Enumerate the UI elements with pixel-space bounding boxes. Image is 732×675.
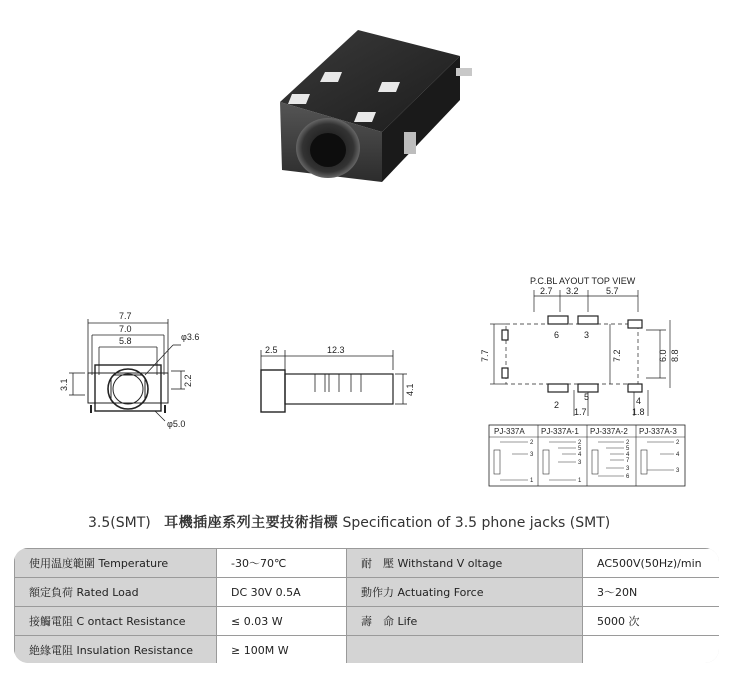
- side-view-drawing: [255, 340, 415, 420]
- spec-row: [15, 578, 720, 607]
- spec-label: 動作力 Actuating Force: [347, 578, 583, 607]
- schem-title-3: PJ-337A-2: [590, 427, 628, 436]
- spec-value: 5000 次: [583, 607, 720, 636]
- dim-12-3: 12.3: [327, 345, 345, 355]
- pad-4: 4: [636, 396, 642, 406]
- dim-5-8: 5.8: [119, 336, 132, 346]
- schem-title-4: PJ-337A-3: [639, 427, 677, 436]
- pin-b-3: 3: [578, 460, 582, 466]
- dim-2-5: 2.5: [265, 345, 278, 355]
- heading-cn: 耳機插座系列主要技術指標: [164, 515, 339, 531]
- pcb-dim-7-7: 7.7: [480, 349, 490, 362]
- pin-c-7: 7: [626, 458, 630, 464]
- spec-label: 耐 壓 Withstand V oltage: [347, 549, 583, 578]
- pin-b-4: 4: [578, 452, 582, 458]
- pin-c-5: 5: [626, 446, 630, 452]
- pin-b-2: 2: [578, 440, 582, 446]
- pcb-dim-7-2: 7.2: [612, 349, 622, 362]
- pin-b-5: 5: [578, 446, 582, 452]
- pcb-layout-drawing: [470, 272, 690, 422]
- spec-value: ≤ 0.03 W: [217, 607, 347, 636]
- spec-value: -30～70℃: [217, 549, 347, 578]
- dim-3-1: 3.1: [59, 378, 69, 391]
- pin-c-2: 2: [626, 440, 630, 446]
- pcb-title: P.C.BL AYOUT TOP VIEW: [530, 276, 636, 286]
- pin-a-2: 2: [530, 440, 534, 446]
- spec-label: 額定負荷 Rated Load: [15, 578, 217, 607]
- pad-6: 6: [554, 330, 560, 340]
- spec-label: [347, 636, 583, 664]
- pin-a-3: 3: [530, 452, 534, 458]
- dim-7-0: 7.0: [119, 324, 132, 334]
- pcb-dim-2-7: 2.7: [540, 286, 553, 296]
- pad-2: 2: [554, 400, 560, 410]
- pin-a-1: 1: [530, 478, 534, 484]
- pad-5: 5: [584, 392, 590, 402]
- dim-pin: φ5.0: [167, 419, 186, 429]
- pin-d-3: 3: [676, 468, 680, 474]
- schematic-diagrams: [488, 424, 688, 488]
- spec-label: 使用温度範圍 Temperature: [15, 549, 217, 578]
- pad-3: 3: [584, 330, 590, 340]
- pin-c-3: 3: [626, 466, 630, 472]
- pin-d-4: 4: [676, 452, 680, 458]
- pin-d-2: 2: [676, 440, 680, 446]
- pcb-dim-8-8: 8.8: [670, 349, 680, 362]
- dim-7-7: 7.7: [119, 311, 132, 321]
- spec-table: [14, 548, 719, 663]
- spec-value: [583, 636, 720, 664]
- spec-value: 3～20N: [583, 578, 720, 607]
- pin-b-1: 1: [578, 478, 582, 484]
- dim-4-1: 4.1: [405, 383, 415, 396]
- front-view-drawing: [55, 305, 225, 435]
- pcb-dim-5-7: 5.7: [606, 286, 619, 296]
- pcb-dim-1-7: 1.7: [574, 407, 587, 417]
- spec-heading: [88, 512, 610, 532]
- pcb-dim-6-0: 6.0: [658, 349, 668, 362]
- spec-row: [15, 549, 720, 578]
- pcb-dim-3-2: 3.2: [566, 286, 579, 296]
- spec-label: 絶緣電阻 Insulation Resistance: [15, 636, 217, 664]
- spec-value: AC500V(50Hz)/min: [583, 549, 720, 578]
- heading-en: Specification of 3.5 phone jacks (SMT): [342, 515, 611, 531]
- dim-2-2: 2.2: [183, 374, 193, 387]
- spec-value: ≥ 100M W: [217, 636, 347, 664]
- schem-title-2: PJ-337A-1: [541, 427, 579, 436]
- product-photo: [270, 20, 480, 200]
- dim-hole: φ3.6: [181, 332, 200, 342]
- pin-c-6: 6: [626, 474, 630, 480]
- spec-label: 接觸電阻 C ontact Resistance: [15, 607, 217, 636]
- schem-title-1: PJ-337A: [494, 427, 525, 436]
- pin-c-4: 4: [626, 452, 630, 458]
- pcb-dim-1-8: 1.8: [632, 407, 645, 417]
- spec-row: [15, 607, 720, 636]
- spec-label: 壽 命 Life: [347, 607, 583, 636]
- heading-size: 3.5(SMT): [88, 515, 151, 531]
- spec-row: [15, 636, 720, 664]
- spec-value: DC 30V 0.5A: [217, 578, 347, 607]
